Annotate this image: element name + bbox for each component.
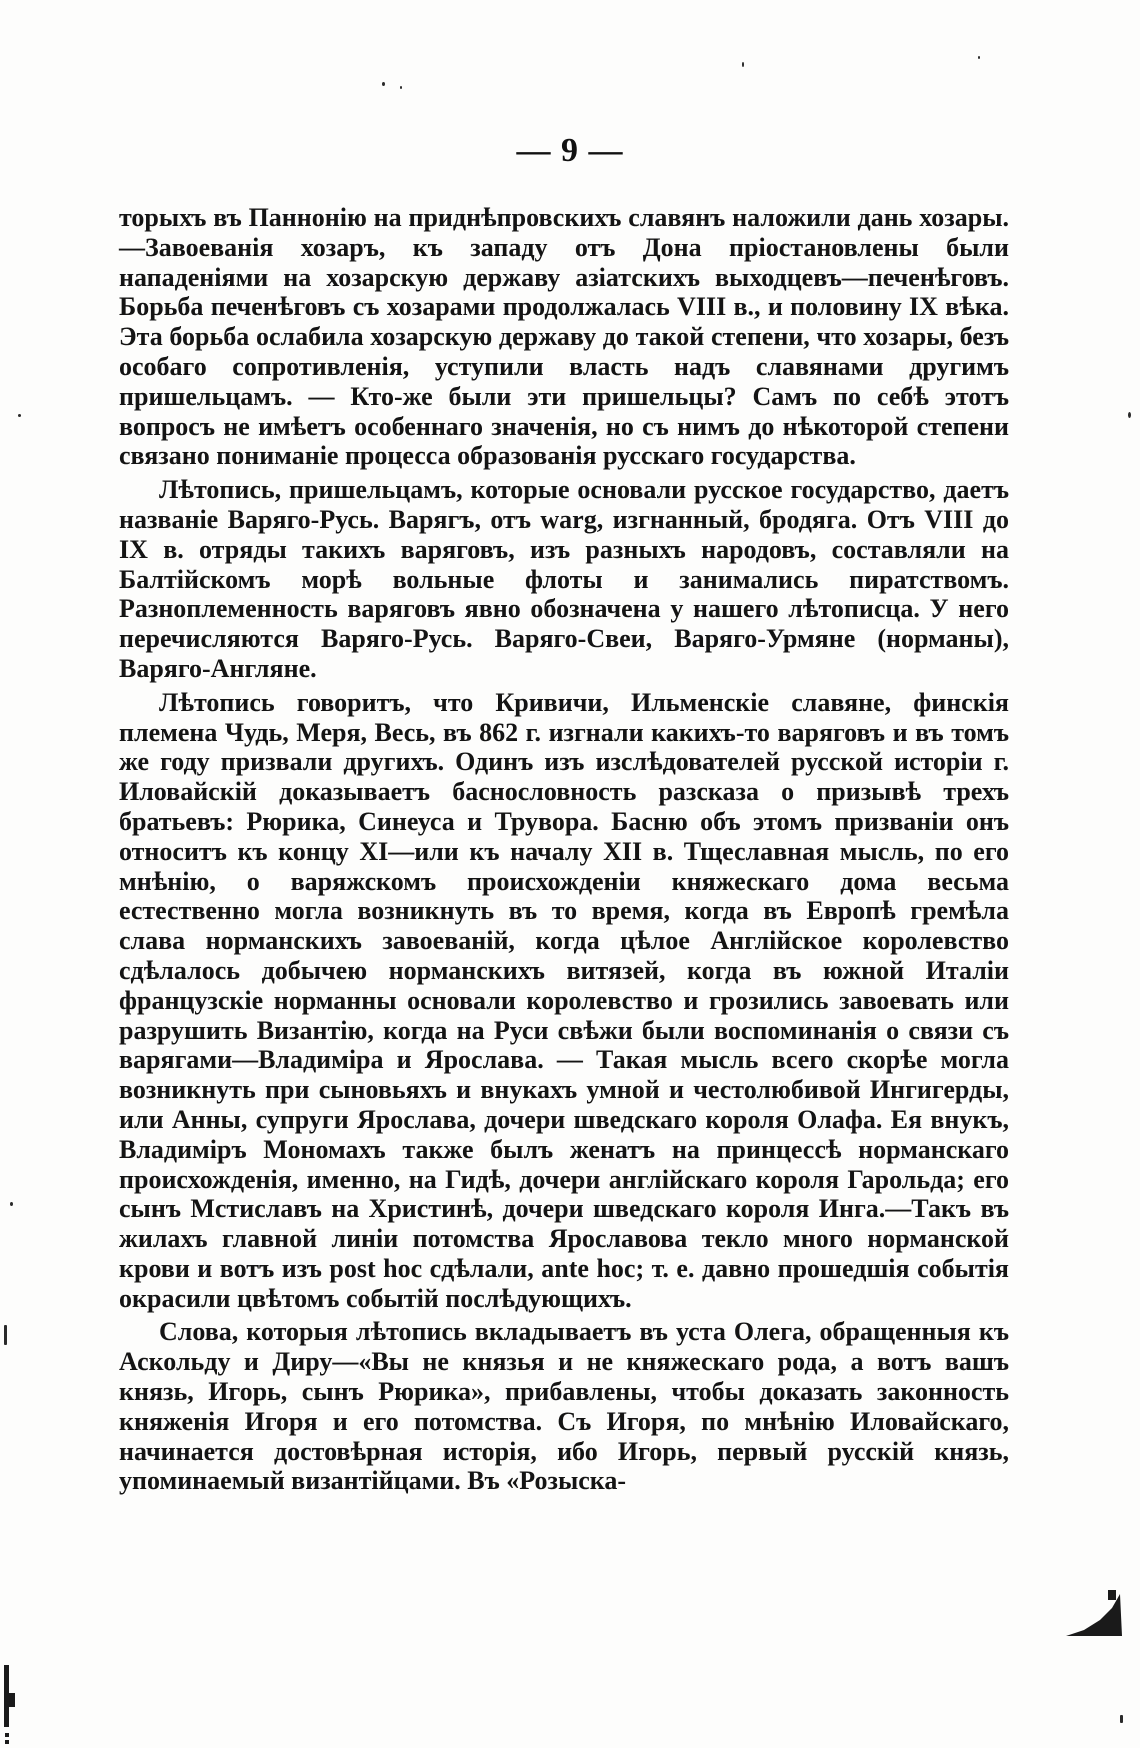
scan-speck (18, 414, 21, 417)
edge-mark-icon (2, 1665, 16, 1745)
scan-speck (400, 86, 402, 89)
paragraph-1: торыхъ въ Паннонію на приднѣпровскихъ славянъ наложили дань хозары.—Завоеванія хозаръ, къ западу отъ Дона пріостановлены были нападеніями на хозарскую державу азіатскихъ выходцевъ—печенѣговъ. Борьба печенѣговъ съ хозарами продолжалась VIII в., и половину IX вѣка. Эта борьба ослабила хозарскую державу до такой степени, что хозары, безъ особаго сопротивленія, уступили власть надъ славянами другимъ пришельцамъ. — Кто-же были эти пришельцы? Самъ по себѣ этотъ вопросъ не имѣетъ особеннаго значенія, но съ нимъ до нѣкоторой степени связано пониманіе процесса образованія русскаго государства. (119, 203, 1009, 471)
page-number: — 9 — (516, 132, 624, 169)
paragraph-2: Лѣтопись, пришельцамъ, которые основали русское государство, даетъ названіе Варяго-Русь. Варягъ, отъ warg, изгнанный, бродяга. Отъ VIII до IX в. отряды такихъ варяговъ, изъ разныхъ народовъ, составляли на Балтійскомъ морѣ вольные флоты и занимались пиратствомъ. Разноплеменность варяговъ явно обозначена у нашего лѣтописца. У него перечисляются Варяго-Русь. Варяго-Свеи, Варяго-Урмяне (норманы), Варяго-Англяне. (119, 475, 1009, 683)
scan-speck (978, 56, 980, 59)
scan-speck (742, 62, 744, 67)
scan-speck (382, 82, 385, 86)
paragraph-4: Слова, которыя лѣтопись вкладываетъ въ уста Олега, обращенныя къ Аскольду и Диру—«Вы не князья и не княжескаго рода, а вотъ вашъ князь, Игорь, сынъ Рюрика», прибавлены, чтобы доказать законность княженія Игоря и его потомства. Съ Игоря, по мнѣнію Иловайскаго, начинается достовѣрная исторія, ибо Игорь, первый русскій князь, упоминаемый византійцами. Въ «Розыска- (119, 1317, 1009, 1496)
scan-speck (4, 1325, 7, 1345)
scan-speck (1120, 1715, 1123, 1723)
scan-speck (10, 1202, 13, 1206)
paragraph-3: Лѣтопись говоритъ, что Кривичи, Ильменскіе славяне, финскія племена Чудь, Меря, Весь, въ 862 г. изгнали какихъ-то варяговъ и въ томъ же году призвали другихъ. Одинъ изъ изслѣдователей русской исторіи г. Иловайскій доказываетъ баснословность разсказа о призывѣ трехъ братьевъ: Рюрика, Синеуса и Трувора. Басню объ этомъ призваніи онъ относитъ къ концу XI—или къ началу XII в. Тщеславная мысль, по его мнѣнію, о варяжскомъ происхожденіи княжескаго дома весьма естественно могла возникнуть въ то время, когда въ Европѣ гремѣла слава норманскихъ завоеваній, когда цѣлое Англійское королевство сдѣлалось добычею норманскихъ витязей, когда въ южной Италіи французскіе норманны основали королевство и грозились завоевать или разрушить Византію, когда на Руси свѣжи были воспоминанія о связи съ варягами—Владиміра и Ярослава. — Такая мысль всего скорѣе могла возникнуть при сыновьяхъ и внукахъ умной и честолюбивой Ингигерды, или Анны, супруги Ярослава, дочери шведскаго короля Олафа. Ея внукъ, Владиміръ Мономахъ также былъ женатъ на принцессѣ норманскаго происхожденія, именно, на Гидѣ, дочери англійскаго короля Гарольда; его сынъ Мстиславъ на Христинѣ, дочери шведскаго короля Инга.—Такъ въ жилахъ главной линіи потомства Ярославова текло много норманской крови и вотъ изъ post hoc сдѣлали, ante hoc; т. е. давно прошедшія событія окрасили цвѣтомъ событій послѣдующихъ. (119, 687, 1009, 1313)
ink-smudge-icon (1064, 1590, 1124, 1640)
text-body (119, 203, 1009, 1500)
scan-speck (1128, 412, 1131, 418)
